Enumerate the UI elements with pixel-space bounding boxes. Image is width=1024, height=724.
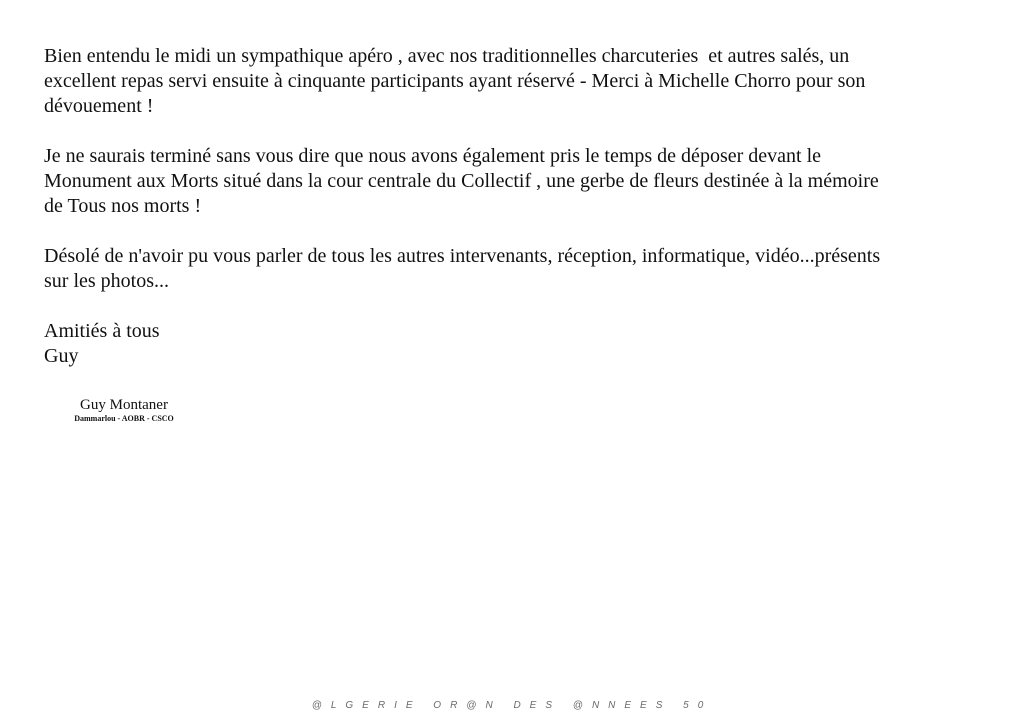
text-line: dévouement !: [44, 95, 154, 117]
signature-block: [64, 397, 184, 424]
closing-name: Guy: [44, 345, 79, 367]
paragraph-monument: [44, 144, 994, 219]
page-footer: @LGERIE OR@N DES @NNEES 50: [311, 700, 713, 711]
text-line: Bien entendu le midi un sympathique apéro , avec nos traditionnelles charcuteries et autres salés, un: [44, 45, 850, 67]
letter-body: [44, 44, 994, 369]
paragraph-apology: [44, 244, 994, 294]
text-line: Désolé de n'avoir pu vous parler de tous les autres intervenants, réception, informatique, vidéo...présents: [44, 245, 881, 267]
closing-block: [44, 319, 994, 369]
text-line: Monument aux Morts situé dans la cour centrale du Collectif , une gerbe de fleurs destinée à la mémoire: [44, 170, 879, 192]
text-line: Je ne saurais terminé sans vous dire que nous avons également pris le temps de déposer devant le: [44, 145, 822, 167]
paragraph-aperitif: [44, 44, 994, 119]
closing-greeting: Amitiés à tous: [44, 320, 160, 342]
text-line: excellent repas servi ensuite à cinquante participants ayant réservé - Merci à Michelle Chorro pour son: [44, 70, 866, 92]
signature-name: Guy Montaner: [80, 397, 168, 413]
text-line: sur les photos...: [44, 270, 169, 292]
text-line: de Tous nos morts !: [44, 195, 202, 217]
signature-affiliation: Dammarlou - AOBR - CSCO: [74, 414, 174, 423]
